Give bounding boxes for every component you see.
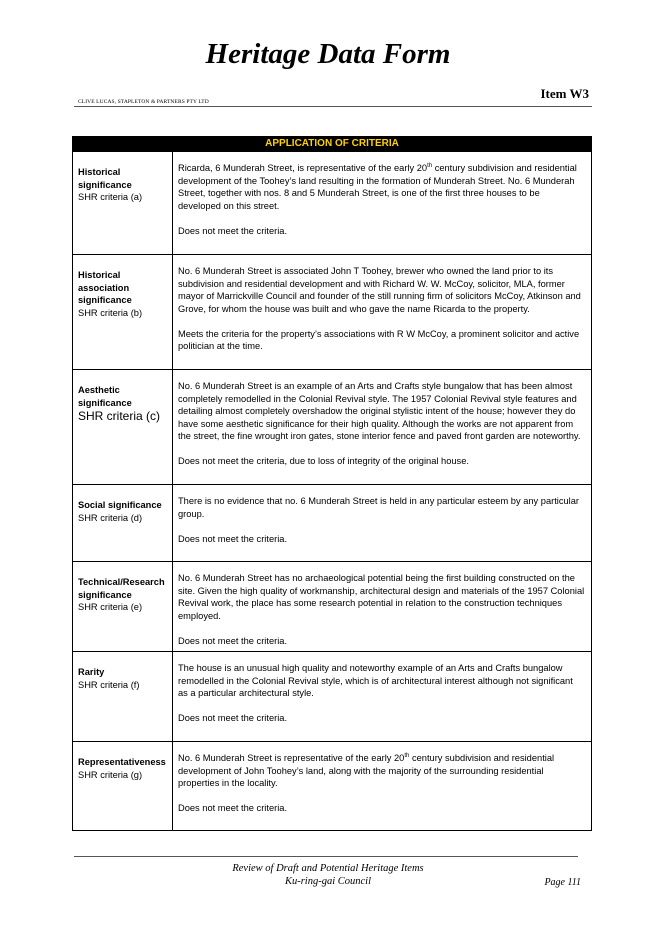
criterion-label-cell: [73, 370, 173, 484]
criterion-label-cell: [73, 652, 173, 741]
assessment-conclusion: Does not meet the criteria, due to loss of integrity of the original house.: [178, 456, 469, 466]
table-heading: APPLICATION OF CRITERIA: [73, 137, 591, 151]
table-row: [73, 651, 591, 741]
footer-divider: [74, 856, 578, 857]
criterion-code: SHR criteria (a): [78, 192, 143, 202]
criterion-assessment-cell: [173, 485, 591, 561]
assessment-conclusion: Does not meet the criteria.: [178, 803, 288, 813]
assessment-conclusion: Does not meet the criteria.: [178, 713, 288, 723]
assessment-text: The house is an unusual high quality and noteworthy example of an Arts and Crafts bungalow remodelled in the Colonial Revival style, which is of architectural interest although not significant as a particular architectural style.: [178, 663, 573, 698]
assessment-text: No. 6 Munderah Street is an example of an Arts and Crafts style bungalow that has been almost completely remodelled in the Colonial Revival style. The 1957 Colonial Revival style features and detailing almost completely overshadow the original stylistic intent of the house; however they do have some aesthetic significance for their high quality. Although the works are not apparent from the street, the fine wrought iron gates, stone interior fence and paved front garden are noteworthy.: [178, 381, 581, 441]
page-title: Heritage Data Form: [205, 38, 451, 70]
assessment-text: No. 6 Munderah Street has no archaeological potential being the first building constructed on the site. Given the high quality of workmanship, architectural design and materials of the 1957 Colonial Revival work, the place has some research potential in relation to the construction techniques employed.: [178, 573, 585, 621]
item-number: Item W3: [540, 86, 589, 101]
criterion-name: Historical association significance: [78, 270, 132, 305]
criterion-assessment-cell: [173, 152, 591, 254]
criterion-label-cell: [73, 562, 173, 651]
criterion-assessment-cell: [173, 652, 591, 741]
criterion-assessment-cell: [173, 255, 591, 369]
criterion-label-cell: [73, 742, 173, 830]
criterion-label-cell: [73, 255, 173, 369]
table-row: [73, 484, 591, 561]
criterion-code: SHR criteria (d): [78, 512, 143, 523]
criterion-code: SHR criteria (b): [78, 307, 143, 318]
assessment-conclusion: Does not meet the criteria.: [178, 225, 288, 236]
assessment-conclusion: Does not meet the criteria.: [178, 533, 288, 544]
table-row: [73, 561, 591, 651]
criterion-code: SHR criteria (g): [78, 769, 143, 780]
company-name: CLIVE LUCAS, STAPLETON & PARTNERS PTY LTD: [78, 99, 209, 105]
assessment-text: No. 6 Munderah Street is associated John T Toohey, brewer who owned the land prior to its subdivision and residential development and with Richard W. W. McCoy, solicitor, MLA, former mayor of Marrickville Council and founder of the still running firm of solicitors McCoy, Atkinson and Grove, for whom the house was built and who gave the name Ricarda to the property.: [178, 266, 581, 314]
assessment-conclusion: Meets the criteria for the property’s associations with R W McCoy, a prominent solicitor and active politician at the time.: [178, 328, 580, 351]
criterion-code: SHR criteria (f): [78, 679, 140, 690]
criterion-assessment-cell: [173, 370, 591, 484]
criterion-code: SHR criteria (e): [78, 602, 143, 612]
assessment-text: No. 6 Munderah Street is representative of the early 20th century subdivision and residential development of John Toohey’s land, along with the majority of the surrounding residential properties in the locality.: [178, 752, 555, 788]
assessment-conclusion: Does not meet the criteria.: [178, 635, 288, 646]
page-number: Page 111: [544, 877, 581, 888]
criterion-name: Social significance: [78, 500, 162, 510]
assessment-text: Ricarda, 6 Munderah Street, is representative of the early 20th century subdivision and residential development of the Toohey’s land resulting in the formation of Munderah Street. No. 6 Munderah Street, together with nos. 8 and 5 Munderah Street, is one of the first three houses to be developed on this street.: [178, 162, 577, 211]
criterion-name: Historical significance: [78, 167, 132, 190]
criterion-name: Representativeness: [78, 757, 166, 767]
table-row: [73, 151, 591, 254]
criterion-assessment-cell: [173, 562, 591, 651]
footer-council: Ku-ring-gai Council: [284, 876, 372, 887]
criterion-name: Rarity: [78, 667, 105, 677]
criterion-name: Technical/Research significance: [78, 577, 165, 600]
criterion-assessment-cell: [173, 742, 591, 830]
footer-report-title: Review of Draft and Potential Heritage Items: [232, 863, 424, 874]
table-row: [73, 369, 591, 484]
assessment-text: There is no evidence that no. 6 Munderah Street is held in any particular esteem by any particular group.: [178, 496, 580, 519]
table-row: [73, 254, 591, 369]
header-divider: [74, 106, 592, 107]
table-row: [73, 741, 591, 830]
criterion-name: Aesthetic significance: [78, 385, 132, 408]
criterion-label-cell: [73, 485, 173, 561]
criterion-label-cell: [73, 152, 173, 254]
criteria-table: [72, 136, 592, 831]
criterion-code: SHR criteria (c): [78, 409, 161, 423]
